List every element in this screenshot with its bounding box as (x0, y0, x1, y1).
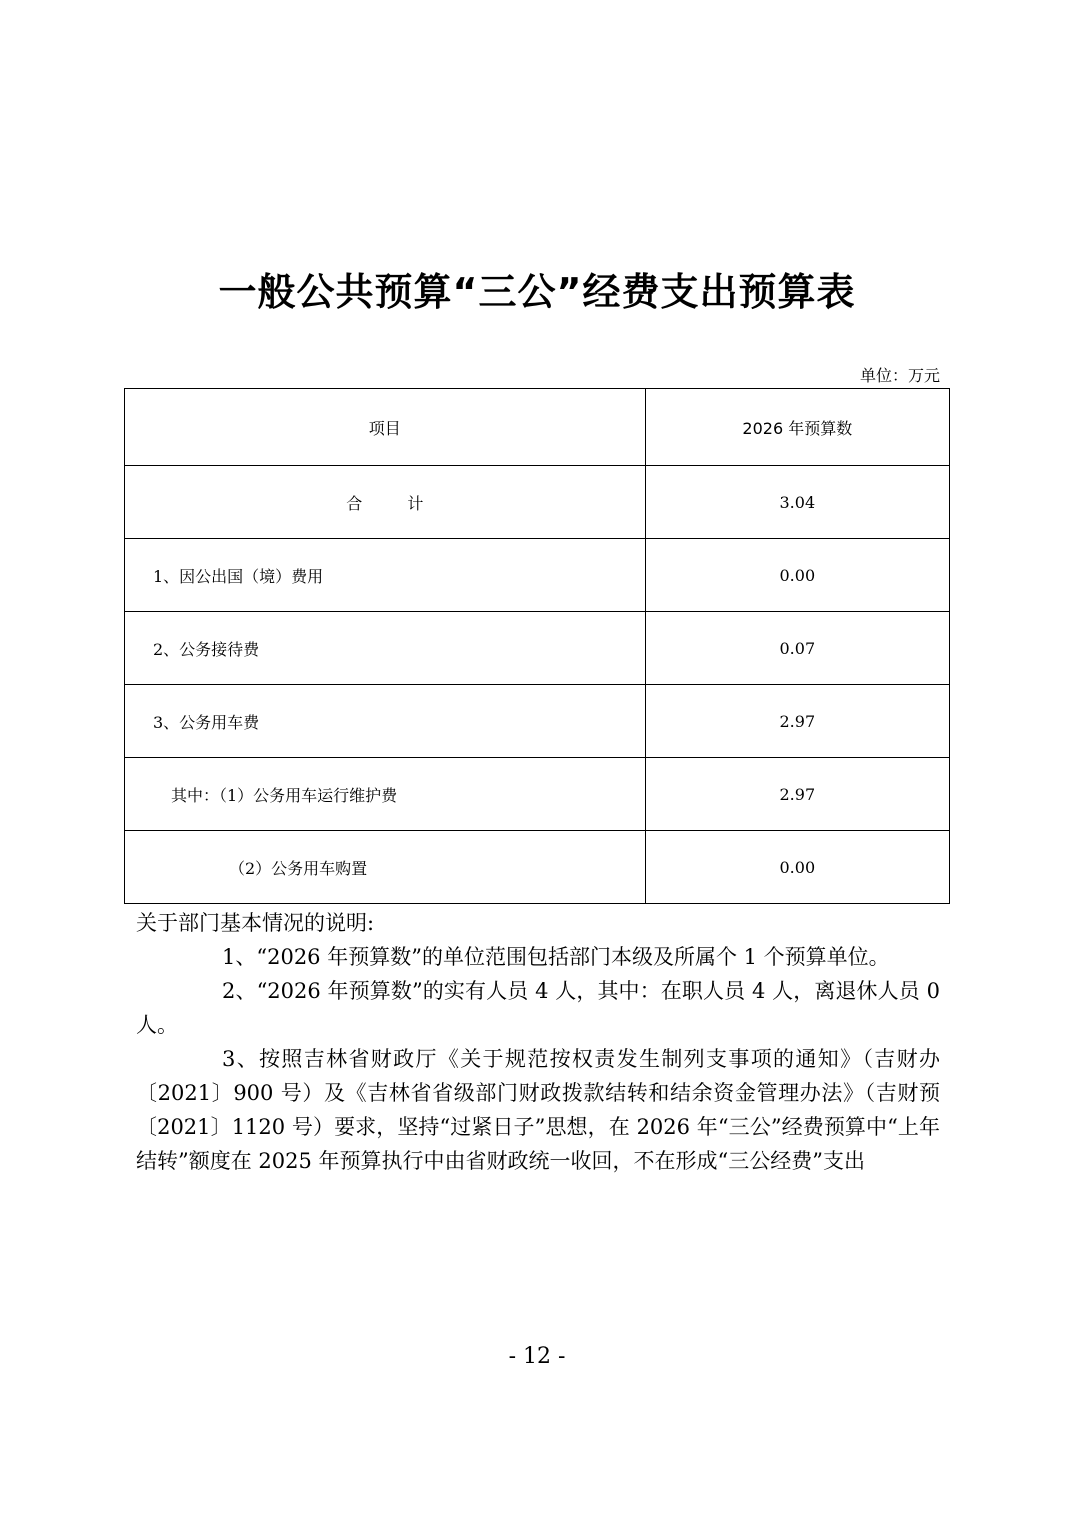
budget-table (124, 388, 950, 904)
notes-paragraph: 1、“2026 年预算数”的单位范围包括部门本级及所属个 1 个预算单位。 (222, 945, 890, 969)
row-label: 1、因公出国（境）费用 (125, 539, 646, 612)
row-value: 2.97 (645, 758, 949, 831)
row-value: 0.00 (645, 539, 949, 612)
table-row (125, 831, 950, 904)
row-label: 3、公务用车费 (125, 685, 646, 758)
notes-section (136, 906, 940, 1178)
notes-paragraph: 3、按照吉林省财政厅《关于规范按权责发生制列支事项的通知》（吉财办〔2021〕900 号）及《吉林省省级部门财政拨款结转和结余资金管理办法》（吉财预〔2021〕1120 号）要求，坚持“过紧日子”思想，在 2026 年“三公”经费预算中“上年结转”额度在 2025 年预算执行中由省财政统一收回，不在形成“三公经费”支出 (136, 1047, 940, 1173)
unit-label: 单位：万元 (859, 366, 940, 385)
row-label: 2、公务接待费 (125, 612, 646, 685)
table-row (125, 758, 950, 831)
row-value: 3.04 (645, 466, 949, 539)
notes-heading: 关于部门基本情况的说明: (136, 911, 375, 935)
row-value: 0.07 (645, 612, 949, 685)
row-value: 0.00 (645, 831, 949, 904)
header-item: 项目 (125, 389, 646, 466)
row-label: 合 计 (125, 466, 646, 539)
row-label: 其中：（1）公务用车运行维护费 (125, 758, 646, 831)
table-row (125, 685, 950, 758)
header-value: 2026 年预算数 (645, 389, 949, 466)
row-label: （2）公务用车购置 (125, 831, 646, 904)
row-value: 2.97 (645, 685, 949, 758)
notes-paragraph: 2、“2026 年预算数”的实有人员 4 人，其中：在职人员 4 人，离退休人员 0 人。 (136, 979, 940, 1037)
table-row (125, 539, 950, 612)
page-number: - 12 - (508, 1344, 566, 1369)
table-row (125, 612, 950, 685)
page-title: 一般公共预算“三公”经费支出预算表 (218, 270, 856, 314)
table-row-total (125, 466, 950, 539)
table-header-row (125, 389, 950, 466)
